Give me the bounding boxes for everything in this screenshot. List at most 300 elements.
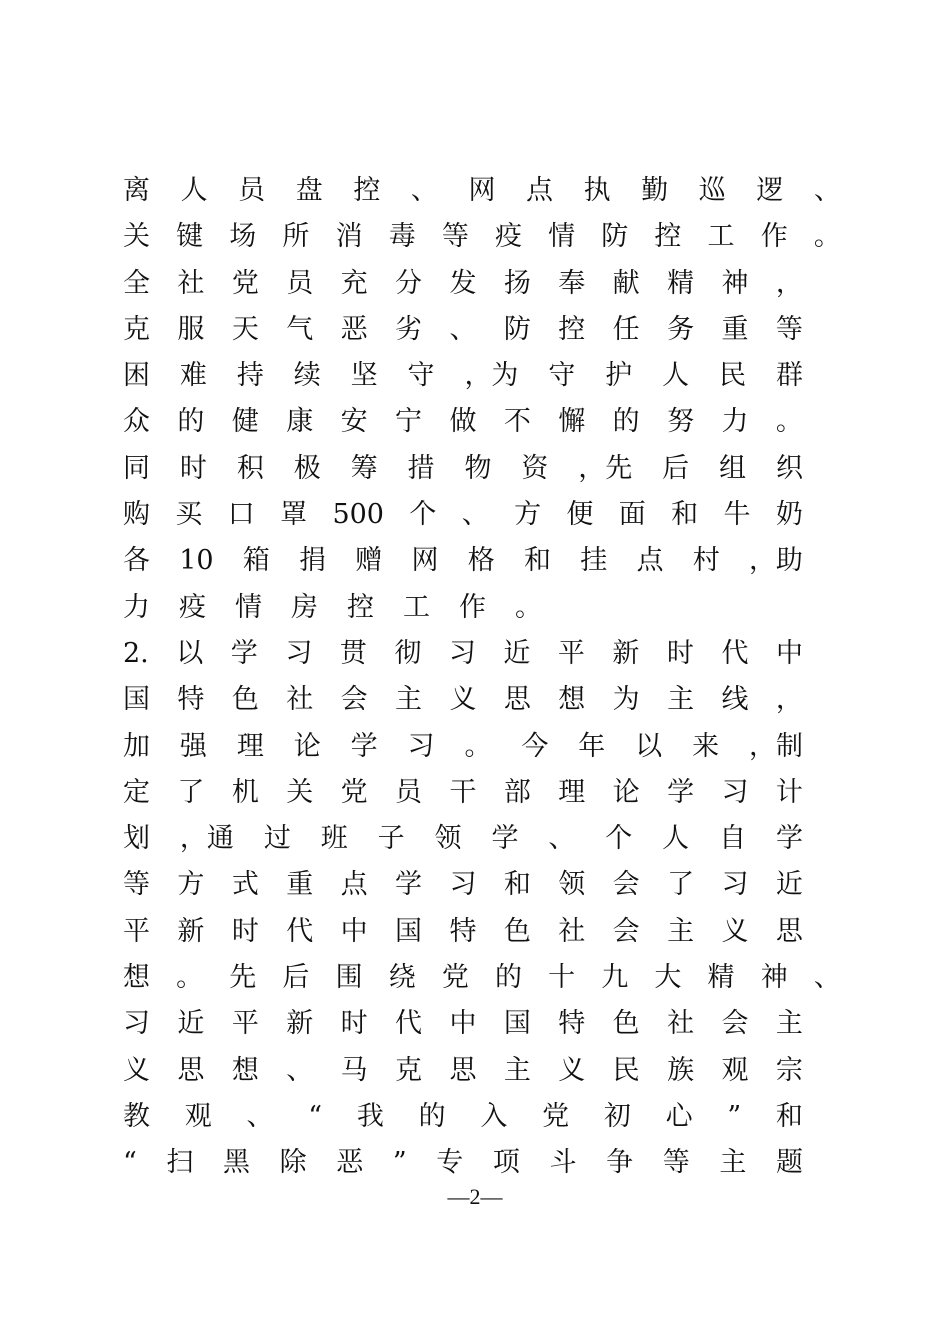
- text-token: 方: [514, 499, 542, 531]
- text-token: 的: [418, 1100, 446, 1132]
- text-token: ，先: [578, 452, 633, 484]
- text-line: [123, 724, 803, 770]
- text-token: 罩: [280, 499, 308, 531]
- text-token: 分: [395, 267, 423, 299]
- text-token: 扬: [503, 267, 531, 299]
- text-token: 以: [635, 730, 663, 762]
- text-token: 彻: [394, 637, 422, 669]
- text-token: 专: [436, 1147, 464, 1179]
- text-token: 持: [236, 360, 264, 392]
- text-token: 购: [123, 499, 150, 531]
- text-token: 社: [177, 267, 205, 299]
- text-token: 续: [293, 360, 321, 392]
- text-token: 马: [340, 1054, 368, 1086]
- text-token: 新: [612, 637, 640, 669]
- text-token: 绕: [388, 962, 416, 994]
- text-token: 平: [557, 637, 585, 669]
- text-token: 平: [123, 915, 150, 947]
- text-token: 10: [179, 545, 214, 577]
- text-token: 恶: [340, 313, 368, 345]
- text-token: 克: [123, 313, 150, 345]
- text-token: 等: [123, 869, 150, 901]
- text-token: 主: [503, 1054, 531, 1086]
- text-token: 会: [340, 684, 368, 716]
- text-token: 康: [286, 406, 314, 438]
- text-token: 难: [179, 360, 207, 392]
- text-token: 后: [282, 962, 310, 994]
- text-token: ”: [392, 1147, 407, 1179]
- text-token: 民: [719, 360, 747, 392]
- text-token: 健: [231, 406, 259, 438]
- text-line: [123, 770, 803, 816]
- text-token: 围: [335, 962, 363, 994]
- text-token: 学: [491, 823, 519, 855]
- text-token: 新: [286, 1008, 314, 1040]
- text-token: 国: [395, 915, 423, 947]
- text-token: 的: [612, 406, 640, 438]
- text-token: 我: [356, 1100, 384, 1132]
- text-token: 作: [760, 221, 788, 253]
- text-token: 心: [665, 1100, 693, 1132]
- text-token: 学: [775, 823, 803, 855]
- text-line: [123, 585, 843, 631]
- text-token: 除: [279, 1147, 307, 1179]
- text-token: 控: [353, 175, 381, 206]
- text-token: 各: [123, 545, 150, 577]
- text-token: 了: [177, 776, 205, 808]
- text-token: 任: [612, 313, 640, 345]
- text-token: 献: [612, 267, 640, 299]
- text-token: 捐: [299, 545, 327, 577]
- text-token: 加: [123, 730, 150, 762]
- text-token: 义: [123, 1054, 150, 1086]
- text-token: 定: [123, 776, 150, 808]
- text-token: 防: [503, 313, 531, 345]
- text-token: 神: [760, 962, 788, 994]
- text-token: 。: [464, 730, 492, 762]
- text-token: 民: [612, 1054, 640, 1086]
- text-token: 格: [467, 545, 495, 577]
- text-token: 党: [441, 962, 469, 994]
- text-token: 网: [468, 175, 496, 206]
- text-token: 党: [542, 1100, 570, 1132]
- text-token: 巡: [698, 175, 726, 206]
- text-token: 划: [123, 823, 150, 855]
- text-token: 自: [719, 823, 747, 855]
- text-token: 赠: [355, 545, 383, 577]
- text-token: 员: [286, 267, 314, 299]
- text-line: [123, 492, 803, 538]
- text-token: 恶: [336, 1147, 364, 1179]
- text-token: 国: [123, 684, 150, 716]
- text-token: 工: [403, 591, 430, 623]
- text-token: 过: [263, 823, 291, 855]
- text-token: 斗: [549, 1147, 577, 1179]
- text-token: 主: [667, 684, 695, 716]
- text-token: 逻: [756, 175, 784, 206]
- text-token: 。: [813, 221, 841, 253]
- text-token: 宗: [775, 1054, 803, 1086]
- text-token: 发: [449, 267, 477, 299]
- text-token: 观: [184, 1100, 212, 1132]
- text-token: 平: [231, 1008, 259, 1040]
- text-token: 房: [291, 591, 318, 623]
- text-token: 大: [654, 962, 682, 994]
- text-token: 班: [320, 823, 348, 855]
- text-token: 学: [230, 637, 258, 669]
- text-token: 思: [177, 1054, 205, 1086]
- text-line: [123, 862, 803, 908]
- text-token: 时: [179, 452, 207, 484]
- text-token: 、: [246, 1100, 274, 1132]
- text-token: 计: [775, 776, 803, 808]
- text-token: 、: [548, 823, 576, 855]
- text-token: 代: [286, 915, 314, 947]
- text-token: 精: [707, 962, 735, 994]
- text-token: 会: [721, 1008, 749, 1040]
- text-token: 关: [286, 776, 314, 808]
- text-token: 、: [286, 1054, 314, 1086]
- text-token: 以: [176, 637, 204, 669]
- text-token: 习: [449, 869, 477, 901]
- text-token: ，: [775, 267, 803, 299]
- text-token: 消: [335, 221, 363, 253]
- text-token: 关: [123, 221, 150, 253]
- text-line: [123, 816, 803, 862]
- text-token: 主: [719, 1147, 747, 1179]
- text-token: 劣: [395, 313, 423, 345]
- text-token: 口: [227, 499, 255, 531]
- text-token: 强: [179, 730, 207, 762]
- text-token: 想: [123, 962, 150, 994]
- text-token: 新: [177, 915, 205, 947]
- text-token: 学: [350, 730, 378, 762]
- text-token: 思: [503, 684, 531, 716]
- text-token: 主: [395, 684, 423, 716]
- text-token: 气: [286, 313, 314, 345]
- text-token: 特: [449, 915, 477, 947]
- text-token: 力: [721, 406, 749, 438]
- text-token: 党: [340, 776, 368, 808]
- text-token: 积: [236, 452, 264, 484]
- text-token: 护: [605, 360, 633, 392]
- text-token: 所: [282, 221, 310, 253]
- text-token: 领: [558, 869, 586, 901]
- text-token: 理: [236, 730, 264, 762]
- text-token: 离: [123, 175, 150, 206]
- text-line: [123, 399, 803, 445]
- text-token: 时: [666, 637, 694, 669]
- text-line: [123, 446, 803, 492]
- text-token: 贯: [339, 637, 367, 669]
- text-token: ，制: [748, 730, 803, 762]
- text-token: 员: [395, 776, 423, 808]
- text-line: [123, 168, 841, 214]
- text-token: 挂: [580, 545, 608, 577]
- text-token: 后: [662, 452, 690, 484]
- text-token: 习: [285, 637, 313, 669]
- text-token: 干: [449, 776, 477, 808]
- text-token: 。: [775, 406, 803, 438]
- text-token: 守: [407, 360, 435, 392]
- text-token: 点: [636, 545, 664, 577]
- text-token: 和: [775, 1100, 803, 1132]
- text-token: 主: [667, 915, 695, 947]
- text-token: 部: [503, 776, 531, 808]
- text-token: 精: [667, 267, 695, 299]
- text-token: 思: [775, 915, 803, 947]
- text-token: 安: [340, 406, 368, 438]
- text-token: 个: [409, 499, 437, 531]
- text-token: 场: [229, 221, 257, 253]
- text-token: 和: [671, 499, 699, 531]
- text-token: 近: [503, 637, 531, 669]
- text-token: 控: [347, 591, 374, 623]
- text-token: 克: [395, 1054, 423, 1086]
- text-token: 人: [662, 823, 690, 855]
- text-token: 情: [548, 221, 576, 253]
- text-token: 点: [340, 869, 368, 901]
- text-token: 毒: [388, 221, 416, 253]
- text-token: 会: [612, 915, 640, 947]
- text-line: [123, 353, 803, 399]
- text-token: 情: [235, 591, 262, 623]
- text-token: 来: [692, 730, 720, 762]
- text-token: 年: [578, 730, 606, 762]
- text-line: [123, 909, 803, 955]
- text-line: [123, 261, 803, 307]
- text-token: 十: [548, 962, 576, 994]
- text-token: 执: [583, 175, 611, 206]
- text-token: 点: [526, 175, 554, 206]
- text-token: 组: [719, 452, 747, 484]
- text-token: 筹: [350, 452, 378, 484]
- text-token: 等: [441, 221, 469, 253]
- text-token: 色: [503, 915, 531, 947]
- text-token: 控: [558, 313, 586, 345]
- text-token: 控: [654, 221, 682, 253]
- text-token: 社: [667, 1008, 695, 1040]
- text-token: 努: [667, 406, 695, 438]
- text-token: 义: [449, 684, 477, 716]
- text-token: “: [123, 1147, 137, 1179]
- text-token: 同: [123, 452, 150, 484]
- text-token: 牛: [723, 499, 751, 531]
- text-token: 族: [667, 1054, 695, 1086]
- text-token: 群: [775, 360, 803, 392]
- text-token: 充: [340, 267, 368, 299]
- text-line: [123, 677, 803, 723]
- text-token: 党: [231, 267, 259, 299]
- text-token: 初: [603, 1100, 631, 1132]
- text-token: ”: [727, 1100, 742, 1132]
- text-token: 时: [231, 915, 259, 947]
- text-token: 教: [123, 1100, 150, 1132]
- text-token: 和: [524, 545, 551, 577]
- text-line: [123, 1048, 803, 1094]
- text-token: 神: [721, 267, 749, 299]
- text-token: 个: [605, 823, 633, 855]
- text-token: 入: [480, 1100, 508, 1132]
- text-token: 中: [775, 637, 803, 669]
- text-token: 、: [461, 499, 489, 531]
- text-token: 近: [775, 869, 803, 901]
- text-token: 等: [662, 1147, 690, 1179]
- page-number: —2—: [447, 1184, 503, 1209]
- text-token: 、: [449, 313, 477, 345]
- text-token: 等: [775, 313, 803, 345]
- text-token: 不: [503, 406, 531, 438]
- text-token: 国: [503, 1008, 531, 1040]
- text-token: 色: [612, 1008, 640, 1040]
- text-token: ，通: [179, 823, 234, 855]
- text-token: 会: [612, 869, 640, 901]
- text-token: 疫: [494, 221, 522, 253]
- text-token: 织: [775, 452, 803, 484]
- text-token: 键: [176, 221, 204, 253]
- text-token: 为: [612, 684, 640, 716]
- text-line: [123, 631, 803, 677]
- text-token: 极: [293, 452, 321, 484]
- text-token: 中: [340, 915, 368, 947]
- text-token: 社: [558, 915, 586, 947]
- text-token: 买: [175, 499, 203, 531]
- text-token: 的: [177, 406, 205, 438]
- text-token: 、: [813, 962, 841, 994]
- text-token: 困: [123, 360, 150, 392]
- text-token: 色: [231, 684, 259, 716]
- text-token: 习: [721, 776, 749, 808]
- text-token: 想: [558, 684, 586, 716]
- text-token: ，为: [464, 360, 519, 392]
- text-token: 勤: [641, 175, 669, 206]
- text-token: 代: [395, 1008, 423, 1040]
- text-line: [123, 1140, 803, 1186]
- text-token: 领: [434, 823, 462, 855]
- text-token: 先: [229, 962, 257, 994]
- text-token: 义: [721, 915, 749, 947]
- text-line: [123, 538, 803, 584]
- text-token: 和: [503, 869, 531, 901]
- text-token: 员: [238, 175, 266, 206]
- text-token: ，: [775, 684, 803, 716]
- text-token: 论: [293, 730, 321, 762]
- text-token: 村: [692, 545, 720, 577]
- text-token: 想: [231, 1054, 259, 1086]
- text-token: 论: [612, 776, 640, 808]
- text-token: 工: [707, 221, 735, 253]
- text-token: 2.: [123, 637, 149, 669]
- text-line: [123, 307, 803, 353]
- text-token: 习: [407, 730, 435, 762]
- text-line: [123, 955, 841, 1001]
- text-token: 式: [231, 869, 259, 901]
- text-token: 学: [667, 776, 695, 808]
- text-token: 奶: [775, 499, 803, 531]
- text-token: 物: [464, 452, 492, 484]
- text-token: 主: [775, 1008, 803, 1040]
- text-token: 人: [180, 175, 208, 206]
- text-token: 学: [395, 869, 423, 901]
- text-token: 做: [449, 406, 477, 438]
- text-token: 代: [721, 637, 749, 669]
- body-text: [123, 168, 843, 1187]
- text-token: 中: [449, 1008, 477, 1040]
- text-token: 便: [566, 499, 594, 531]
- text-token: 面: [618, 499, 646, 531]
- text-token: 九: [601, 962, 629, 994]
- text-token: 人: [662, 360, 690, 392]
- text-token: 全: [123, 267, 150, 299]
- text-token: 方: [177, 869, 205, 901]
- text-token: 箱: [242, 545, 270, 577]
- text-line: [123, 1094, 803, 1140]
- text-token: 作: [459, 591, 486, 623]
- text-token: 坚: [350, 360, 378, 392]
- text-token: 争: [606, 1147, 634, 1179]
- text-token: 思: [449, 1054, 477, 1086]
- text-token: 机: [231, 776, 259, 808]
- text-token: 力: [123, 591, 150, 623]
- text-token: 习: [721, 869, 749, 901]
- text-token: 黑: [223, 1147, 251, 1179]
- text-line: [123, 214, 841, 260]
- text-token: 习: [448, 637, 476, 669]
- text-token: 观: [721, 1054, 749, 1086]
- text-token: 特: [177, 684, 205, 716]
- text-token: 近: [177, 1008, 205, 1040]
- text-token: 守: [548, 360, 576, 392]
- text-token: 资: [521, 452, 549, 484]
- text-token: 义: [558, 1054, 586, 1086]
- text-token: 今: [521, 730, 549, 762]
- text-token: 项: [492, 1147, 520, 1179]
- text-token: 。: [515, 591, 542, 623]
- text-token: 措: [407, 452, 435, 484]
- text-token: 疫: [179, 591, 206, 623]
- text-token: 了: [667, 869, 695, 901]
- text-token: 时: [340, 1008, 368, 1040]
- text-token: 扫: [166, 1147, 194, 1179]
- text-token: 理: [558, 776, 586, 808]
- text-token: 防: [601, 221, 629, 253]
- text-token: “: [308, 1100, 323, 1132]
- text-token: 奉: [558, 267, 586, 299]
- text-line: [123, 1001, 803, 1047]
- text-token: 的: [494, 962, 522, 994]
- text-token: 服: [177, 313, 205, 345]
- text-token: ，助: [748, 545, 803, 577]
- text-token: 网: [411, 545, 439, 577]
- text-token: 习: [123, 1008, 150, 1040]
- text-token: 懈: [558, 406, 586, 438]
- text-token: 重: [286, 869, 314, 901]
- text-token: 子: [377, 823, 405, 855]
- text-token: 500: [332, 499, 384, 531]
- text-token: 天: [231, 313, 259, 345]
- text-token: 特: [558, 1008, 586, 1040]
- text-token: 务: [667, 313, 695, 345]
- text-token: 题: [775, 1147, 803, 1179]
- text-token: 盘: [295, 175, 323, 206]
- text-token: 社: [286, 684, 314, 716]
- text-token: 宁: [395, 406, 423, 438]
- text-token: 、: [813, 175, 841, 206]
- text-token: 。: [176, 962, 204, 994]
- text-token: 众: [123, 406, 150, 438]
- text-token: 线: [721, 684, 749, 716]
- text-token: 重: [721, 313, 749, 345]
